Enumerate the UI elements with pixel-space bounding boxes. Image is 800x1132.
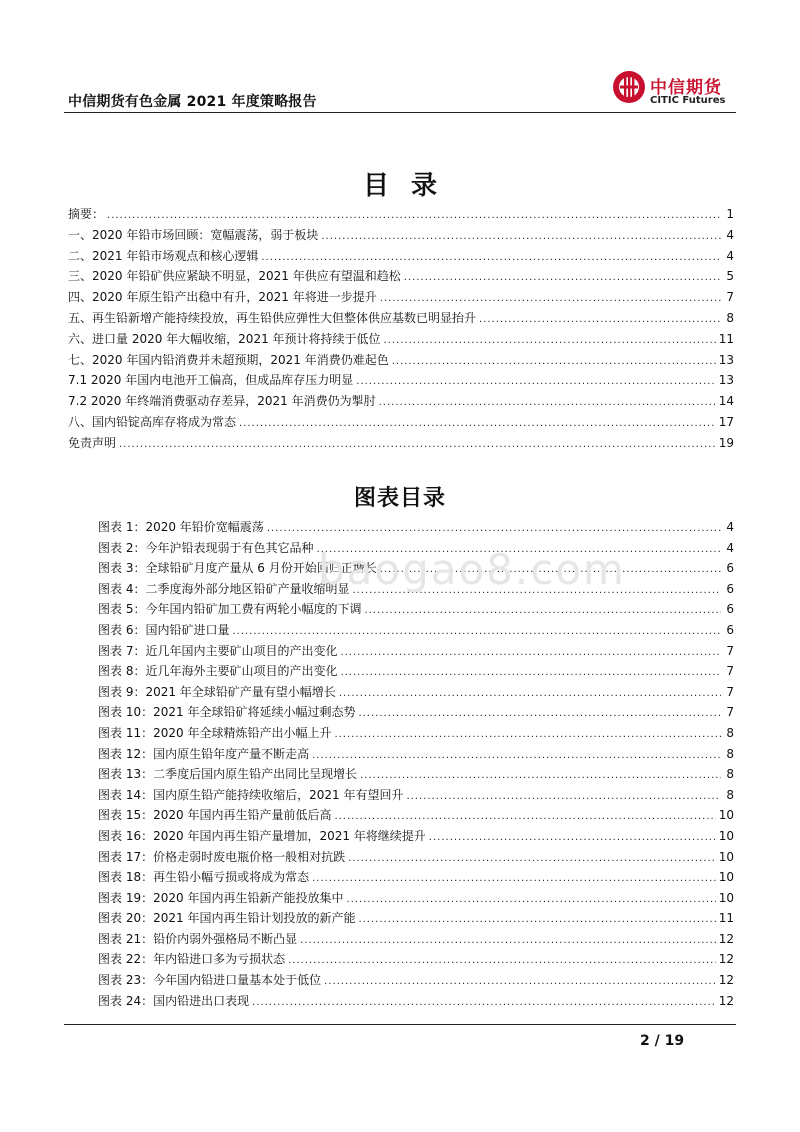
figure-list [98, 517, 734, 1011]
figure-entry-label: 图表 6：国内铅矿进口量 [98, 622, 230, 637]
figure-entry[interactable] [98, 888, 734, 909]
figure-entry[interactable] [98, 517, 734, 538]
dot-leader [340, 663, 721, 684]
figure-entry-page-number: 6 [726, 581, 734, 596]
figure-entry-label: 图表 24：国内铅进出口表现 [98, 993, 250, 1008]
figure-entry[interactable] [98, 785, 734, 806]
toc-entry-page-number: 4 [726, 227, 734, 242]
dot-leader [288, 951, 716, 972]
figure-entry[interactable] [98, 558, 734, 579]
figure-entry[interactable] [98, 991, 734, 1012]
figure-entry-label: 图表 20：2021 年国内再生铅计划投放的新产能 [98, 911, 356, 926]
figure-entry[interactable] [98, 641, 734, 662]
figure-entry-label: 图表 17：价格走弱时废电瓶价格一般相对抗跌 [98, 849, 346, 864]
dot-leader [406, 787, 721, 808]
figure-entry-label: 图表 15：2020 年国内再生铅产量前低后高 [98, 808, 332, 823]
dot-leader [339, 684, 721, 705]
figure-entry-label: 图表 2：今年沪铅表现弱于有色其它品种 [98, 540, 314, 555]
toc-entry[interactable] [68, 287, 734, 308]
figure-entry[interactable] [98, 908, 734, 929]
toc-entry[interactable] [68, 308, 734, 329]
dot-leader [334, 807, 715, 828]
toc-entry[interactable] [68, 412, 734, 433]
toc-entry-label: 一、2020 年铅市场回顾：宽幅震荡，弱于板块 [68, 227, 319, 242]
toc-entry-page-number: 1 [726, 207, 734, 221]
figure-entry[interactable] [98, 538, 734, 559]
figure-entry-label: 图表 23：今年国内铅进口量基本处于低位 [98, 973, 322, 988]
figure-entry-page-number: 10 [718, 808, 734, 823]
figure-entry-page-number: 7 [726, 643, 734, 658]
dot-leader [429, 828, 716, 849]
figure-entry[interactable] [98, 805, 734, 826]
toc-entry[interactable] [68, 204, 734, 225]
toc-entry[interactable] [68, 391, 734, 412]
footer-divider [64, 1024, 736, 1025]
figure-entry-label: 图表 12：国内原生铅年度产量不断走高 [98, 746, 310, 761]
figure-entry[interactable] [98, 847, 734, 868]
dot-leader [380, 289, 721, 310]
figure-entry-page-number: 10 [718, 890, 734, 905]
figure-entry[interactable] [98, 929, 734, 950]
figure-entry-label: 图表 19：2020 年国内再生铅新产能投放集中 [98, 890, 344, 905]
toc-entry[interactable] [68, 329, 734, 350]
figure-entry-page-number: 12 [718, 973, 734, 988]
figure-entry[interactable] [98, 826, 734, 847]
figure-entry-page-number: 10 [718, 849, 734, 864]
figure-entry-page-number: 10 [718, 828, 734, 843]
figure-entry-page-number: 12 [718, 931, 734, 946]
dot-leader [352, 581, 721, 602]
toc-entry-label: 7.2 2020 年终端消费驱动存差异，2021 年消费仍为掣肘 [68, 394, 376, 409]
dot-leader [239, 414, 716, 435]
citic-emblem-icon [612, 70, 646, 104]
figure-entry-page-number: 6 [726, 622, 734, 637]
figure-entry-page-number: 12 [718, 952, 734, 967]
toc-entry-label: 八、国内铅锭高库存将成为常态 [68, 414, 237, 429]
dot-leader [252, 993, 716, 1014]
toc-entry-page-number: 8 [726, 310, 734, 325]
figure-entry-page-number: 4 [726, 540, 734, 555]
figure-entry[interactable] [98, 867, 734, 888]
figure-entry-label: 图表 22：年内铅进口多为亏损状态 [98, 952, 286, 967]
dot-leader [348, 849, 716, 870]
figure-entry-page-number: 7 [726, 684, 734, 699]
figure-entry-label: 图表 5：今年国内铅矿加工费有两轮小幅度的下调 [98, 602, 362, 617]
figure-entry-label: 图表 16：2020 年国内再生铅产量增加，2021 年将继续提升 [98, 828, 426, 843]
toc-entry-page-number: 19 [718, 435, 734, 450]
toc-entry-label: 七、2020 年国内铅消费并未超预期，2021 年消费仍难起色 [68, 352, 389, 367]
toc-entry[interactable] [68, 350, 734, 371]
dot-leader [312, 869, 716, 890]
figure-entry-label: 图表 11：2020 年全球精炼铅产出小幅上升 [98, 725, 332, 740]
figure-entry[interactable] [98, 764, 734, 785]
dot-leader [346, 890, 715, 911]
dot-leader [119, 435, 716, 456]
figure-entry-page-number: 4 [726, 520, 734, 534]
toc-entry-page-number: 17 [718, 414, 734, 429]
toc-entry-label: 三、2020 年铅矿供应紧缺不明显，2021 年供应有望温和趋松 [68, 269, 401, 284]
figure-entry-label: 图表 3：全球铅矿月度产量从 6 月份开始回归正增长 [98, 561, 377, 576]
dot-leader [360, 766, 721, 787]
toc-list [68, 204, 734, 454]
toc-entry-label: 四、2020 年原生铅产出稳中有升，2021 年将进一步提升 [68, 290, 377, 305]
dot-leader [316, 540, 721, 561]
dot-leader [324, 972, 716, 993]
toc-entry-label: 免责声明 [68, 435, 117, 450]
toc-entry[interactable] [68, 370, 734, 391]
figure-entry[interactable] [98, 661, 734, 682]
toc-entry-page-number: 7 [726, 290, 734, 305]
figure-entry-label: 图表 8：近几年海外主要矿山项目的产出变化 [98, 664, 338, 679]
dot-leader [380, 560, 721, 581]
dot-leader [300, 931, 716, 952]
figure-entry[interactable] [98, 744, 734, 765]
figure-entry-page-number: 6 [726, 561, 734, 576]
toc-entry-page-number: 13 [718, 352, 734, 367]
citic-futures-logo [612, 70, 742, 110]
toc-entry[interactable] [68, 433, 734, 454]
figure-entry-page-number: 6 [726, 602, 734, 617]
figure-entry-page-number: 12 [718, 993, 734, 1008]
toc-entry-label: 五、再生铅新增产能持续投放，再生铅供应弹性大但整体供应基数已明显抬升 [68, 310, 477, 325]
toc-entry[interactable] [68, 225, 734, 246]
dot-leader [392, 352, 716, 373]
dot-leader [356, 372, 715, 393]
figure-entry[interactable] [98, 620, 734, 641]
figure-entry-label: 图表 1：2020 年铅价宽幅震荡 [98, 520, 264, 534]
figure-entry-label: 图表 21：铅价内弱外强格局不断凸显 [98, 931, 298, 946]
figure-entry-page-number: 11 [718, 911, 734, 926]
dot-leader [312, 746, 721, 767]
toc-heading: 目录 [362, 171, 459, 201]
header-divider [64, 112, 736, 113]
dot-leader [384, 331, 716, 352]
figure-entry-page-number: 7 [726, 664, 734, 679]
toc-entry-label: 7.1 2020 年国内电池开工偏高，但成品库存压力明显 [68, 373, 354, 388]
figure-entry-label: 图表 14：国内原生铅产能持续收缩后，2021 年有望回升 [98, 787, 404, 802]
toc-entry-label: 摘要： [68, 207, 105, 221]
figure-entry-page-number: 8 [726, 767, 734, 782]
dot-leader [261, 248, 721, 269]
figure-entry[interactable] [98, 723, 734, 744]
figure-entry[interactable] [98, 599, 734, 620]
dot-leader [358, 704, 721, 725]
dot-leader [267, 519, 721, 540]
toc-entry-label: 六、进口量 2020 年大幅收缩，2021 年预计将持续于低位 [68, 331, 381, 346]
dot-leader [321, 227, 721, 248]
figure-entry-label: 图表 7：近几年国内主要矿山项目的产出变化 [98, 643, 338, 658]
figure-entry-label: 图表 4：二季度海外部分地区铅矿产量收缩明显 [98, 581, 350, 596]
figure-entry-label: 图表 18：再生铅小幅亏损或将成为常态 [98, 870, 310, 885]
dot-leader [232, 622, 721, 643]
figure-entry[interactable] [98, 702, 734, 723]
figure-entry[interactable] [98, 949, 734, 970]
dot-leader [479, 310, 721, 331]
figure-entry-label: 图表 9：2021 年全球铅矿产量有望小幅增长 [98, 684, 336, 699]
dot-leader [364, 601, 721, 622]
figure-entry-page-number: 7 [726, 705, 734, 720]
figure-entry-page-number: 8 [726, 725, 734, 740]
toc-entry[interactable] [68, 266, 734, 287]
figure-entry-label: 图表 10：2021 年全球铅矿将延续小幅过剩态势 [98, 705, 356, 720]
figure-entry-page-number: 8 [726, 787, 734, 802]
figure-entry[interactable] [98, 970, 734, 991]
figure-entry[interactable] [98, 682, 734, 703]
watermark: baogao8.com [318, 545, 626, 594]
logo-english-text: CITIC Futures [650, 95, 726, 106]
toc-entry-page-number: 4 [726, 248, 734, 263]
dot-leader [379, 393, 716, 414]
figure-entry-label: 图表 13：二季度后国内原生铅产出同比呈现增长 [98, 767, 358, 782]
toc-entry-page-number: 11 [718, 331, 734, 346]
toc-entry-page-number: 14 [718, 394, 734, 409]
toc-entry-page-number: 13 [718, 373, 734, 388]
figure-entry-page-number: 8 [726, 746, 734, 761]
dot-leader [358, 910, 715, 931]
toc-entry-label: 二、2021 年铅市场观点和核心逻辑 [68, 248, 259, 263]
dot-leader [107, 206, 721, 227]
dot-leader [334, 725, 721, 746]
figure-entry-page-number: 10 [718, 870, 734, 885]
dot-leader [340, 643, 721, 664]
toc-entry-page-number: 5 [726, 269, 734, 284]
report-header-title: 中信期货有色金属 2021 年度策略报告 [68, 94, 317, 110]
dot-leader [404, 268, 721, 289]
page-number: 2 / 19 [640, 1033, 685, 1049]
figure-entry[interactable] [98, 579, 734, 600]
figure-list-heading: 图表目录 [353, 486, 446, 511]
logo-chinese-text: 中信期货 [650, 78, 722, 98]
toc-entry[interactable] [68, 246, 734, 267]
